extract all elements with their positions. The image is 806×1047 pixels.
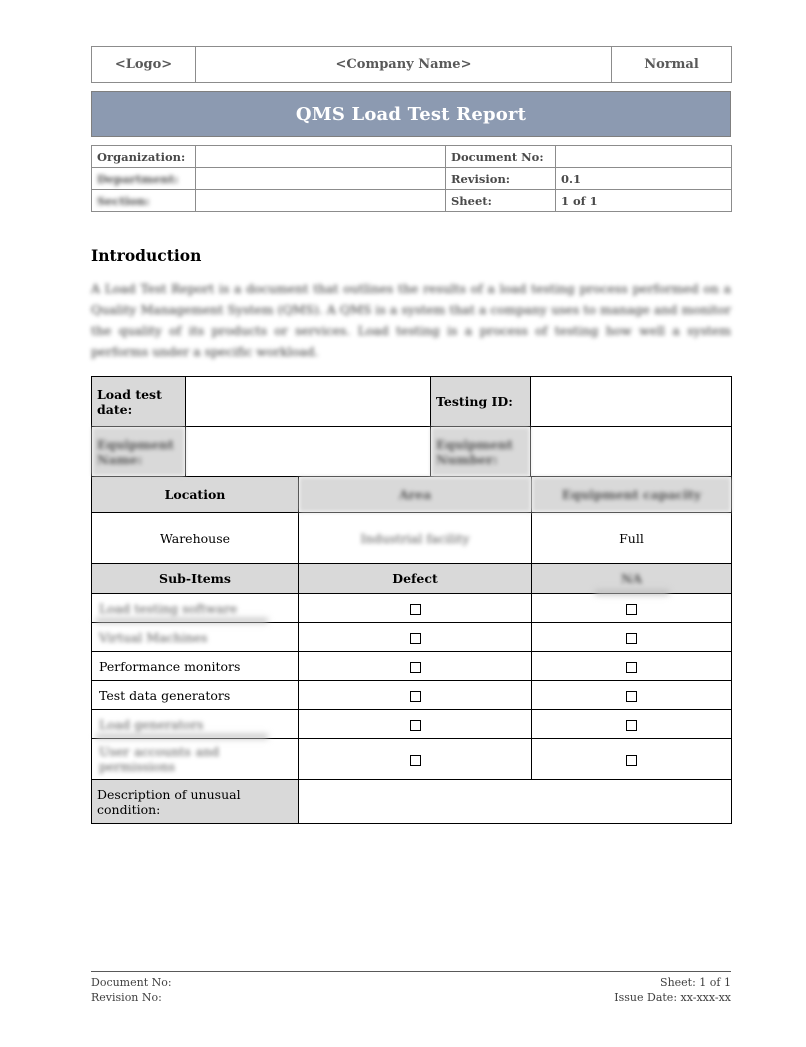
footer-sheet: Sheet: 1 of 1 [660,976,731,989]
sub-item-label: Virtual Machines [92,623,299,652]
description-field[interactable] [299,780,732,824]
sub-item-row [92,652,732,681]
defect-checkbox[interactable] [410,755,421,766]
classification-label: Normal [612,47,732,83]
title-banner [91,91,731,137]
location-header-row [92,477,732,513]
na-checkbox[interactable] [626,691,637,702]
revision-label: Revision: [446,168,556,190]
page-footer [91,971,731,1005]
revision-value: 0.1 [556,168,732,190]
document-header-table [91,46,732,83]
document-no-label: Document No: [446,146,556,168]
company-name-placeholder: <Company Name> [196,47,612,83]
table-row [92,377,732,427]
sub-item-row [92,681,732,710]
equipment-name-field[interactable] [186,427,431,477]
na-checkbox[interactable] [626,720,637,731]
defect-header: Defect [299,564,532,594]
description-label: Description of unusual condition: [92,780,299,824]
equipment-name-label: Equipment Name: [92,427,186,477]
sheet-label: Sheet: [446,190,556,212]
subitems-header-row [92,564,732,594]
testing-id-label: Testing ID: [431,377,531,427]
capacity-value[interactable]: Full [532,513,732,564]
defect-checkbox-cell [299,710,532,739]
sub-item-row [92,623,732,652]
defect-checkbox[interactable] [410,720,421,731]
doc-info-table [91,145,732,212]
capacity-header: Equipment capacity [532,477,732,513]
equipment-number-field[interactable] [531,427,732,477]
location-header: Location [92,477,299,513]
na-checkbox[interactable] [626,633,637,644]
table-row [92,168,732,190]
sub-item-label: Load testing software [92,594,299,623]
na-checkbox[interactable] [626,604,637,615]
na-checkbox[interactable] [626,755,637,766]
na-header: NA [532,564,732,594]
sub-item-label: Load generators [92,710,299,739]
defect-checkbox-cell [299,594,532,623]
na-checkbox-cell [532,652,732,681]
defect-checkbox[interactable] [410,604,421,615]
description-row [92,780,732,824]
introduction-heading: Introduction [91,246,202,265]
sub-item-label: Performance monitors [92,652,299,681]
sub-items-table [91,476,732,824]
section-field[interactable] [196,190,446,212]
na-checkbox-cell [532,710,732,739]
footer-right [614,975,731,1005]
footer-revision-no: Revision No: [91,991,162,1004]
na-checkbox-cell [532,739,732,780]
organization-field[interactable] [196,146,446,168]
department-field[interactable] [196,168,446,190]
defect-checkbox[interactable] [410,633,421,644]
introduction-paragraph: A Load Test Report is a document that outlines the results of a load testing process performed on a Quality Management System (QMS). A QMS is a system that a company uses to manage and monitor the quality of its products or services. Load testing is a process of testing how well a system performs under a specific workload. [91,281,731,359]
table-row [92,190,732,212]
document-no-field[interactable] [556,146,732,168]
sub-item-row [92,739,732,780]
na-checkbox[interactable] [626,662,637,673]
footer-document-no: Document No: [91,976,172,989]
sub-item-row [92,594,732,623]
area-value[interactable]: Industrial facility [299,513,532,564]
area-header: Area [299,477,532,513]
section-label: Section: [92,190,196,212]
defect-checkbox[interactable] [410,662,421,673]
defect-checkbox-cell [299,623,532,652]
sub-item-row [92,710,732,739]
defect-checkbox[interactable] [410,691,421,702]
na-checkbox-cell [532,594,732,623]
table-row [92,427,732,477]
defect-checkbox-cell [299,652,532,681]
na-checkbox-cell [532,623,732,652]
defect-checkbox-cell [299,739,532,780]
footer-left [91,975,172,1005]
location-value[interactable]: Warehouse [92,513,299,564]
table-row [92,146,732,168]
location-values-row [92,513,732,564]
department-label: Department: [92,168,196,190]
document-page [91,0,731,824]
equipment-number-label: Equipment Number: [431,427,531,477]
load-test-info-table [91,376,732,477]
na-checkbox-cell [532,681,732,710]
load-test-date-label: Load test date: [92,377,186,427]
sub-item-label: User accounts and permissions [92,739,299,780]
subitems-header: Sub-Items [92,564,299,594]
defect-checkbox-cell [299,681,532,710]
organization-label: Organization: [92,146,196,168]
document-title: QMS Load Test Report [295,103,527,125]
footer-issue-date: Issue Date: xx-xxx-xx [614,991,731,1004]
testing-id-field[interactable] [531,377,732,427]
sub-item-label: Test data generators [92,681,299,710]
logo-placeholder: <Logo> [92,47,196,83]
sheet-value: 1 of 1 [556,190,732,212]
load-test-date-field[interactable] [186,377,431,427]
